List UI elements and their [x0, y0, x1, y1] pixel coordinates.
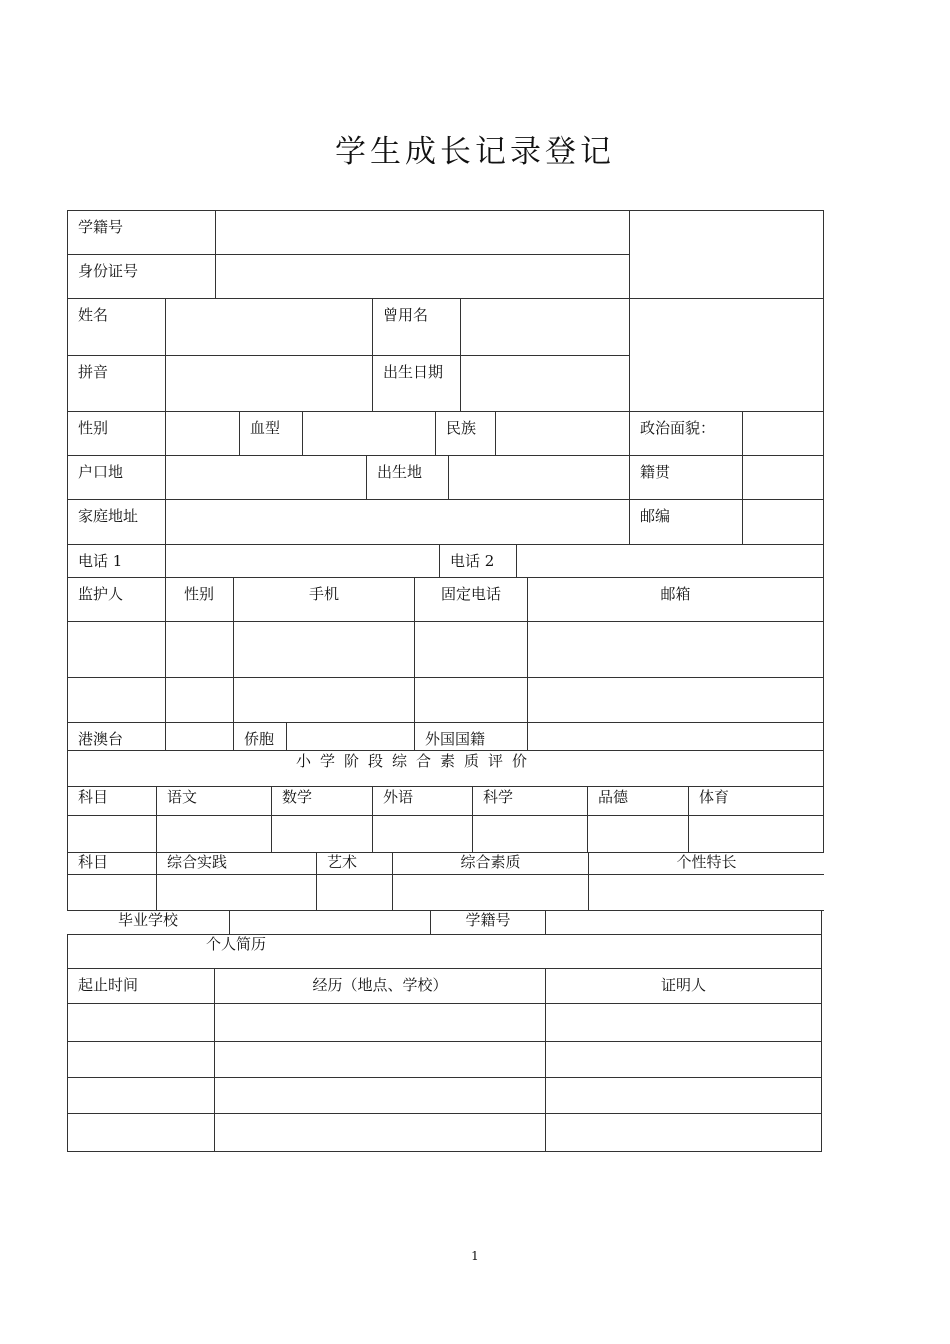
page-number: 1: [471, 1249, 479, 1263]
grade-art[interactable]: [316, 874, 393, 911]
graduation-school-field[interactable]: [229, 910, 431, 935]
resume-row-1-experience[interactable]: [214, 1003, 546, 1042]
grade-science[interactable]: [472, 815, 588, 853]
guardian-2-gender[interactable]: [165, 677, 234, 723]
birth-date-label: 出生日期: [372, 355, 461, 412]
resume-row-4-experience[interactable]: [214, 1113, 546, 1152]
postcode-field[interactable]: [742, 499, 824, 545]
pinyin-label: 拼音: [67, 355, 166, 412]
overseas-chinese-label: 侨胞: [233, 722, 287, 751]
hukou-field[interactable]: [165, 455, 367, 500]
birthplace-field[interactable]: [448, 455, 630, 500]
grade-talent[interactable]: [588, 874, 824, 911]
student-no-label: 学籍号: [67, 210, 216, 255]
guardian-2-mobile[interactable]: [233, 677, 415, 723]
resume-row-1-witness[interactable]: [545, 1003, 822, 1042]
phone2-label: 电话 2: [439, 544, 517, 578]
guardian-1-landline[interactable]: [414, 621, 528, 678]
home-address-label: 家庭地址: [67, 499, 166, 545]
subject-talent: 个性特长: [588, 852, 824, 875]
former-name-label: 曾用名: [372, 298, 461, 356]
resume-experience-header: 经历（地点、学校）: [214, 968, 546, 1004]
resume-row-1-period[interactable]: [67, 1003, 215, 1042]
graduation-student-no-label: 学籍号: [430, 910, 546, 935]
grade-row2-label: [67, 874, 157, 911]
name-label: 姓名: [67, 298, 166, 356]
photo-box-top: [629, 210, 824, 299]
postcode-label: 邮编: [629, 499, 743, 545]
phone2-field[interactable]: [516, 544, 824, 578]
id-no-label: 身份证号: [67, 254, 216, 299]
hk-macao-tw-label: 港澳台: [67, 722, 166, 751]
name-field[interactable]: [165, 298, 373, 356]
subject-quality: 综合素质: [392, 852, 589, 875]
graduation-school-label: 毕业学校: [67, 910, 230, 935]
subject-math: 数学: [271, 786, 373, 816]
blood-type-label: 血型: [239, 411, 303, 456]
grade-math[interactable]: [271, 815, 373, 853]
resume-row-4-witness[interactable]: [545, 1113, 822, 1152]
subject-label-1: 科目: [67, 786, 157, 816]
student-no-field[interactable]: [215, 210, 630, 255]
guardian-gender-header: 性别: [165, 577, 234, 622]
subject-chinese: 语文: [156, 786, 272, 816]
subject-foreign-lang: 外语: [372, 786, 473, 816]
id-no-field[interactable]: [215, 254, 630, 299]
grade-foreign-lang[interactable]: [372, 815, 473, 853]
guardian-1-gender[interactable]: [165, 621, 234, 678]
grade-quality[interactable]: [392, 874, 589, 911]
birth-date-field[interactable]: [460, 355, 630, 412]
resume-row-3-period[interactable]: [67, 1077, 215, 1114]
subject-morality: 品德: [587, 786, 689, 816]
gender-label: 性别: [67, 411, 166, 456]
resume-period-header: 起止时间: [67, 968, 215, 1004]
birthplace-label: 出生地: [366, 455, 449, 500]
hk-macao-tw-field[interactable]: [165, 722, 234, 751]
political-status-label: 政治面貌：: [629, 411, 743, 456]
grade-pe[interactable]: [688, 815, 824, 853]
guardian-1-name[interactable]: [67, 621, 166, 678]
resume-row-3-experience[interactable]: [214, 1077, 546, 1114]
subject-science: 科学: [472, 786, 588, 816]
guardian-1-mobile[interactable]: [233, 621, 415, 678]
evaluation-section-title: 小学阶段综合素质评价: [67, 750, 824, 787]
resume-row-3-witness[interactable]: [545, 1077, 822, 1114]
guardian-2-email[interactable]: [527, 677, 824, 723]
grade-chinese[interactable]: [156, 815, 272, 853]
resume-row-2-witness[interactable]: [545, 1041, 822, 1078]
foreign-nationality-field[interactable]: [527, 722, 824, 751]
guardian-1-email[interactable]: [527, 621, 824, 678]
native-place-label: 籍贯: [629, 455, 743, 500]
gender-field[interactable]: [165, 411, 240, 456]
resume-row-2-period[interactable]: [67, 1041, 215, 1078]
resume-title: 个人简历: [67, 934, 822, 969]
former-name-field[interactable]: [460, 298, 630, 356]
grade-row1-label: [67, 815, 157, 853]
document-title: 学生成长记录登记: [335, 134, 615, 170]
ethnicity-label: 民族: [435, 411, 496, 456]
ethnicity-field[interactable]: [495, 411, 630, 456]
subject-art: 艺术: [316, 852, 393, 875]
subject-practice: 综合实践: [156, 852, 317, 875]
blood-type-field[interactable]: [302, 411, 436, 456]
political-status-field[interactable]: [742, 411, 824, 456]
photo-box-bottom: [629, 298, 824, 412]
phone1-field[interactable]: [165, 544, 440, 578]
foreign-nationality-label: 外国国籍: [414, 722, 528, 751]
grade-practice[interactable]: [156, 874, 317, 911]
guardian-landline-header: 固定电话: [414, 577, 528, 622]
grade-morality[interactable]: [587, 815, 689, 853]
resume-witness-header: 证明人: [545, 968, 822, 1004]
guardian-header: 监护人: [67, 577, 166, 622]
pinyin-field[interactable]: [165, 355, 373, 412]
resume-row-2-experience[interactable]: [214, 1041, 546, 1078]
hukou-label: 户口地: [67, 455, 166, 500]
native-place-field[interactable]: [742, 455, 824, 500]
guardian-2-name[interactable]: [67, 677, 166, 723]
overseas-chinese-field[interactable]: [286, 722, 415, 751]
resume-row-4-period[interactable]: [67, 1113, 215, 1152]
phone1-label: 电话 1: [67, 544, 166, 578]
subject-pe: 体育: [688, 786, 824, 816]
home-address-field[interactable]: [165, 499, 630, 545]
guardian-email-header: 邮箱: [527, 577, 824, 622]
graduation-student-no-field[interactable]: [545, 910, 822, 935]
subject-label-2: 科目: [67, 852, 157, 875]
guardian-mobile-header: 手机: [233, 577, 415, 622]
guardian-2-landline[interactable]: [414, 677, 528, 723]
